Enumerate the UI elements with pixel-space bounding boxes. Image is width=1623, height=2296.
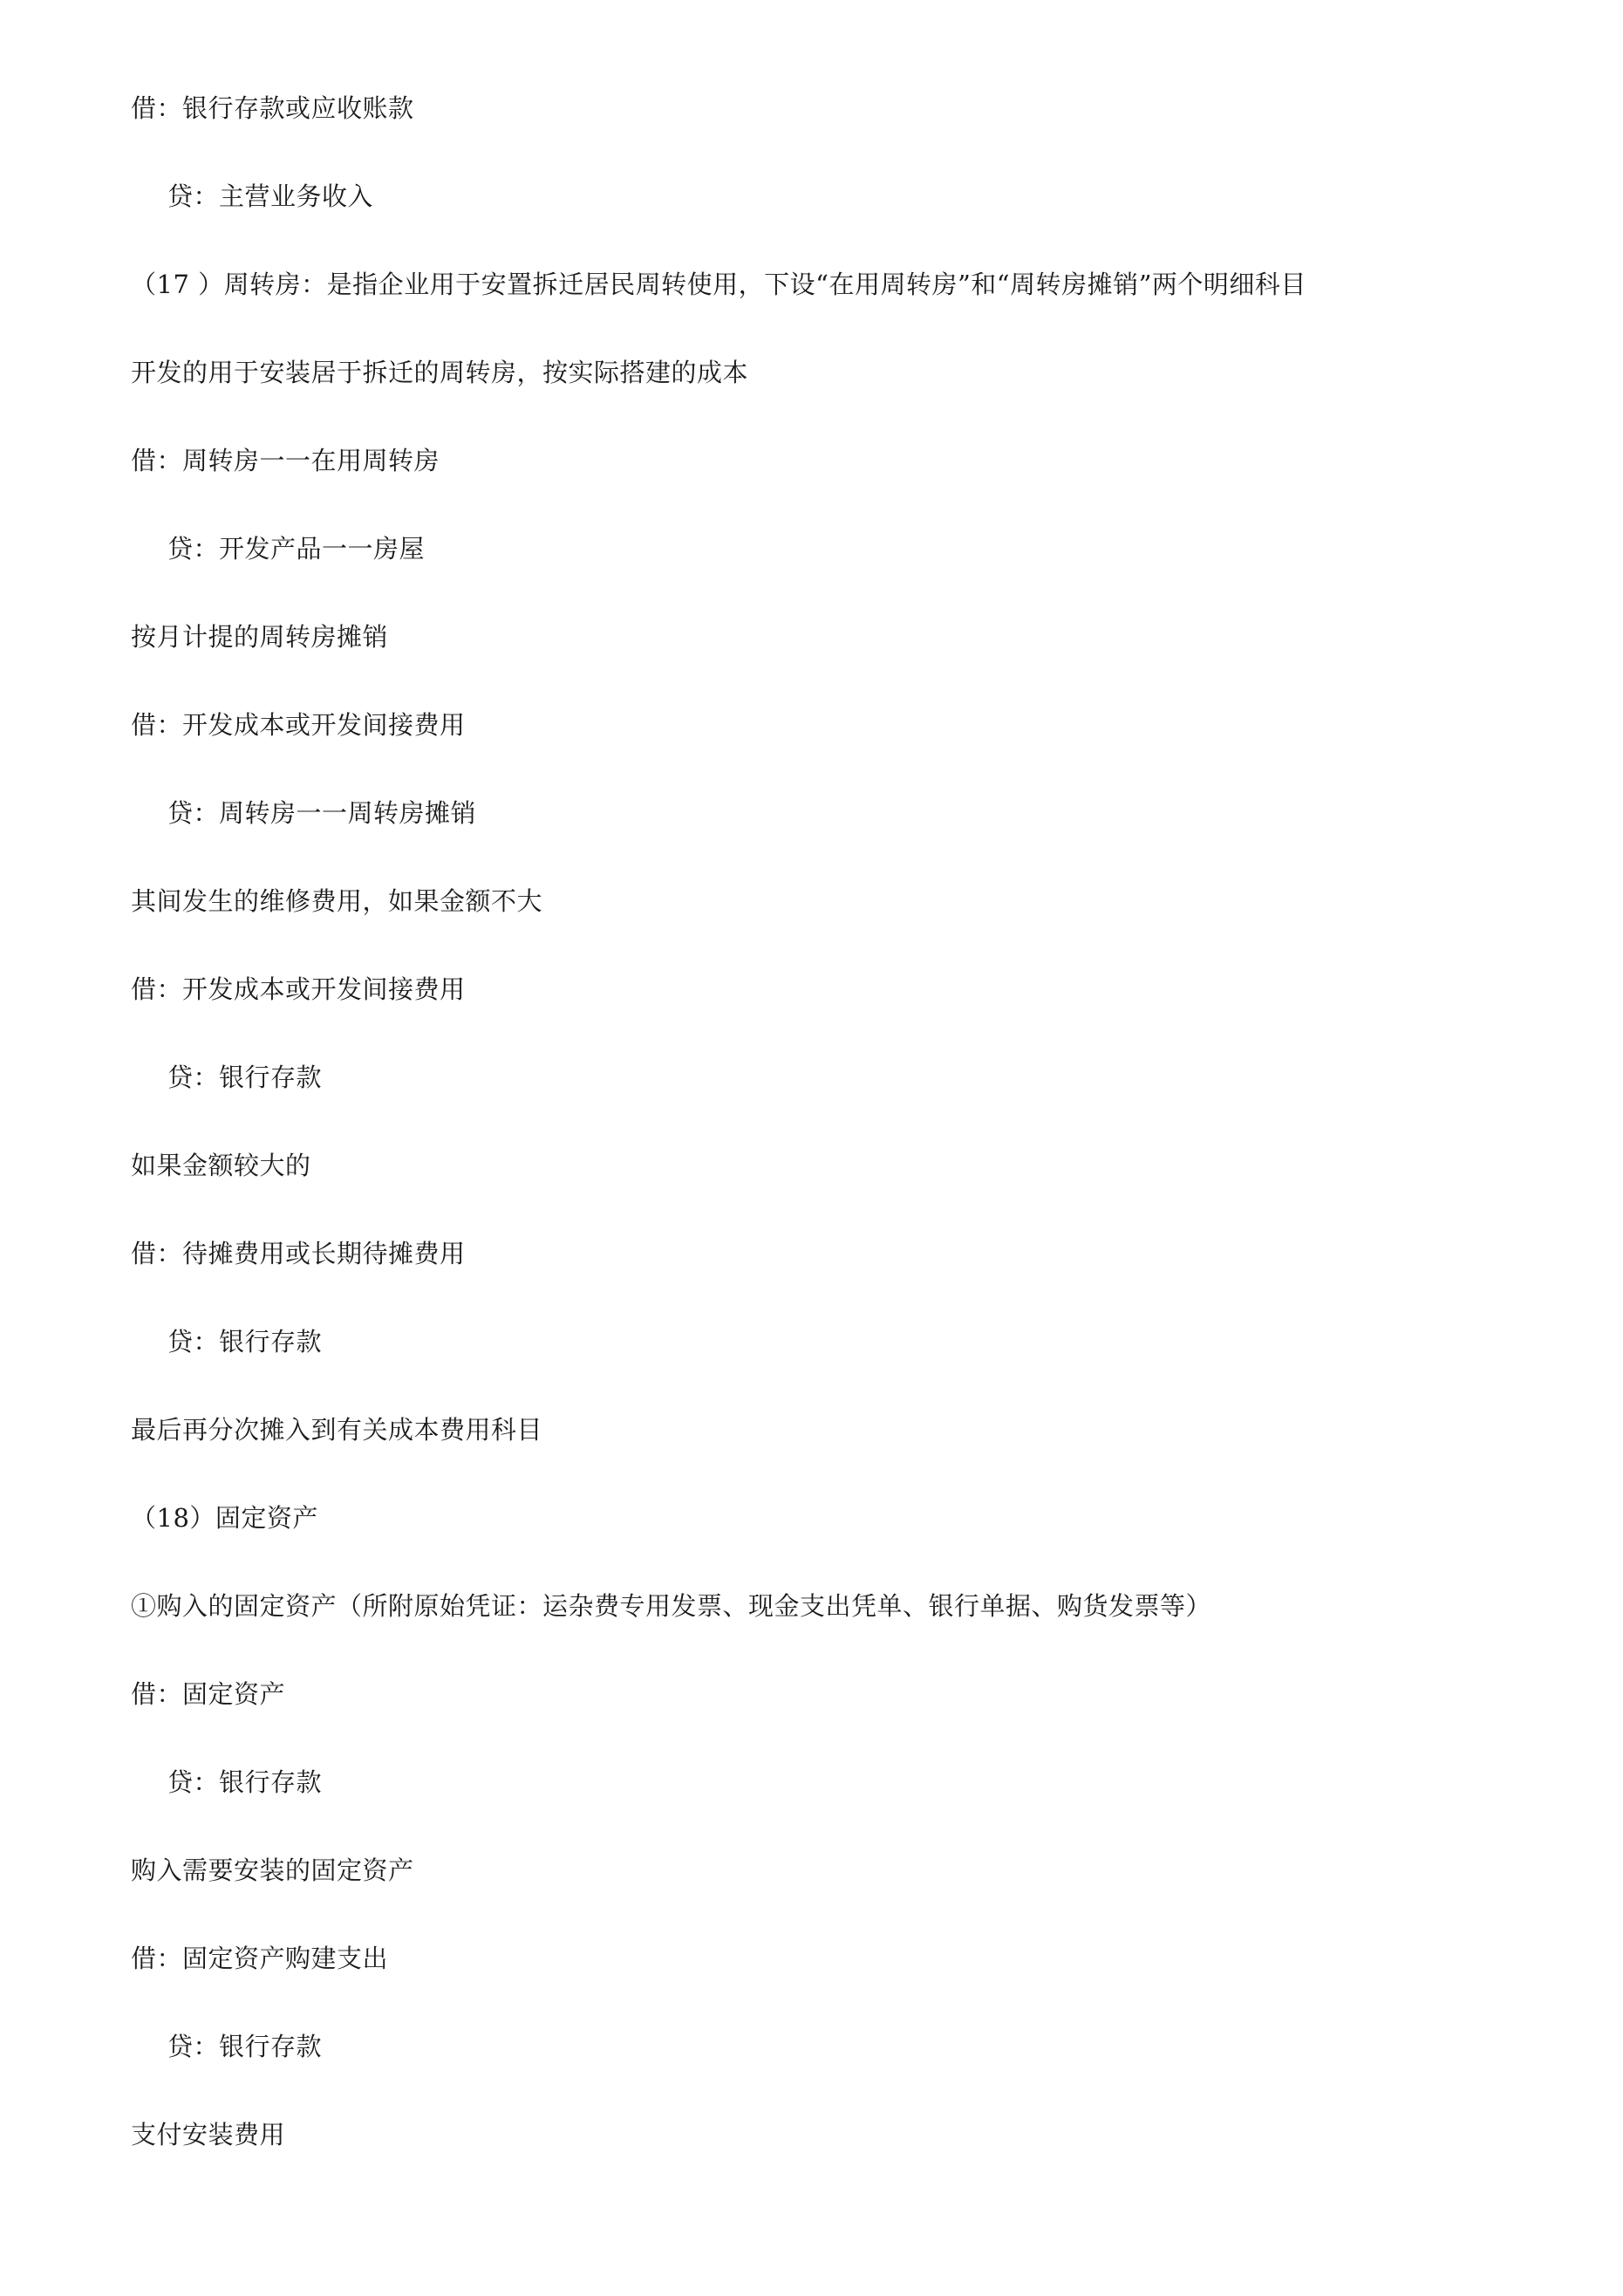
entry-debit-line: 借：开发成本或开发间接费用 xyxy=(131,974,466,1004)
entry-credit-line: 贷：开发产品一一房屋 xyxy=(167,534,426,564)
paragraph-line: 支付安装费用 xyxy=(131,2120,286,2149)
section-heading-17: （17 ）周转房：是指企业用于安置拆迁居民周转使用，下设“在用周转房”和“周转房摊销”两个明细科目 xyxy=(131,270,1306,299)
paragraph-line: 按月计提的周转房摊销 xyxy=(131,622,389,652)
subsection-heading: ①购入的固定资产（所附原始凭证：运杂费专用发票、现金支出凭单、银行单据、购货发票等） xyxy=(131,1591,1212,1621)
entry-credit-line: 贷：银行存款 xyxy=(167,2032,323,2061)
section-heading-18: （18）固定资产 xyxy=(131,1503,318,1533)
entry-credit-line: 贷：周转房一一周转房摊销 xyxy=(167,798,477,828)
entry-debit-line: 借：周转房一一在用周转房 xyxy=(131,446,440,475)
entry-credit-line: 贷：主营业务收入 xyxy=(167,181,374,211)
entry-debit-line: 借：固定资产 xyxy=(131,1679,286,1709)
paragraph-line: 开发的用于安装居于拆迁的周转房，按实际搭建的成本 xyxy=(131,358,749,387)
entry-credit-line: 贷：银行存款 xyxy=(167,1767,323,1797)
paragraph-line: 如果金额较大的 xyxy=(131,1151,311,1180)
entry-debit-line: 借：待摊费用或长期待摊费用 xyxy=(131,1239,466,1268)
paragraph-line: 其间发生的维修费用，如果金额不大 xyxy=(131,886,543,916)
entry-credit-line: 贷：银行存款 xyxy=(167,1063,323,1092)
paragraph-line: 购入需要安装的固定资产 xyxy=(131,1855,414,1885)
entry-debit-line: 借：固定资产购建支出 xyxy=(131,1944,389,1973)
entry-credit-line: 贷：银行存款 xyxy=(167,1327,323,1356)
entry-debit-line: 借：银行存款或应收账款 xyxy=(131,93,414,123)
entry-debit-line: 借：开发成本或开发间接费用 xyxy=(131,710,466,740)
paragraph-line: 最后再分次摊入到有关成本费用科目 xyxy=(131,1415,543,1445)
